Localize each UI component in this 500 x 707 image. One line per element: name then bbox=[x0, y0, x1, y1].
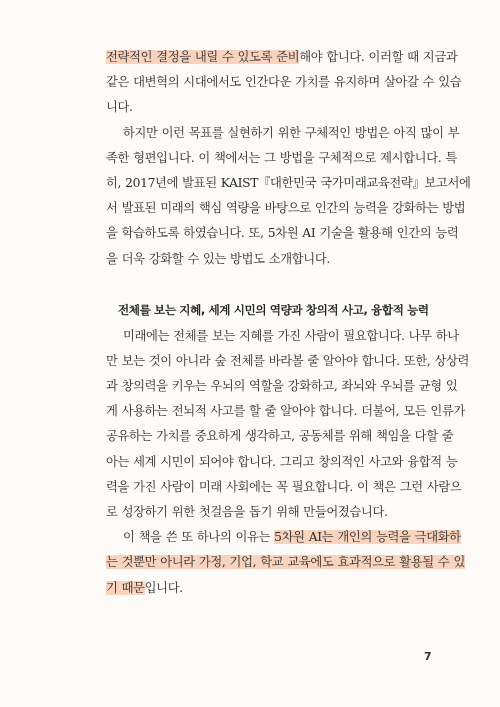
text-line: 과 창의력을 키우는 우뇌의 역할을 강화하고, 좌뇌와 우뇌를 균형 있 bbox=[106, 379, 458, 394]
text-line: 게 사용하는 전뇌적 사고를 할 줄 알아야 합니다. 더불어, 모든 인류가 bbox=[106, 404, 465, 419]
text-line: 력을 가진 사람이 미래 사회에는 꼭 필요합니다. 이 책은 그런 사람으 bbox=[106, 479, 462, 494]
body-text: 이 책을 쓴 또 하나의 이유는 bbox=[123, 530, 275, 545]
section-gap bbox=[106, 272, 436, 296]
highlighted-text: 기 때문 bbox=[106, 580, 145, 595]
body-text: 해야 합니다. 이러할 때 지금과 bbox=[299, 50, 458, 64]
page-number: 7 bbox=[424, 650, 432, 663]
text-line bbox=[106, 550, 465, 575]
text-line bbox=[106, 576, 436, 601]
paragraph-1 bbox=[106, 45, 462, 121]
document-page bbox=[106, 45, 471, 601]
text-line: 을 학습하도록 하였습니다. 또, 5차원 AI 기술을 활용해 인간의 능력 bbox=[106, 226, 459, 241]
text-line: 아는 세계 시민이 되어야 합니다. 그리고 창의적인 사고와 융합적 능 bbox=[106, 454, 458, 469]
text-line bbox=[106, 45, 458, 70]
text-line: 만 보는 것이 아니라 숲 전체를 바라볼 줄 알아야 합니다. 또한, 상상력 bbox=[106, 353, 470, 368]
paragraph-2 bbox=[106, 121, 471, 272]
text-line: 족한 형편입니다. 이 책에서는 그 방법을 구체적으로 제시합니다. 특 bbox=[106, 150, 457, 165]
text-line: 공유하는 가치를 중요하게 생각하고, 공동체를 위해 책임을 다할 줄 bbox=[106, 429, 454, 444]
text-line bbox=[106, 525, 461, 550]
highlighted-text: 는 것뿐만 아니라 가정, 기업, 학교 교육에도 효과적으로 활용될 수 있 bbox=[106, 555, 465, 570]
text-line: 히, 2017년에 발표된 KAIST『대한민국 국가미래교육전략』보고서에 bbox=[106, 175, 471, 190]
text-line: 하지만 이런 목표를 실현하기 위한 구체적인 방법은 아직 많이 부 bbox=[123, 125, 460, 140]
highlighted-text: 전략적인 결정을 내릴 수 있도록 준비 bbox=[106, 50, 300, 64]
text-line: 을 더욱 강화할 수 있는 방법도 소개합니다. bbox=[106, 251, 330, 266]
highlighted-text: 5차원 AI는 개인의 능력을 극대화하 bbox=[274, 530, 461, 545]
text-line: 로 성장하기 위한 첫걸음을 돕기 위해 만들어졌습니다. bbox=[106, 505, 388, 519]
text-line: 니다. bbox=[106, 100, 133, 115]
body-text: 입니다. bbox=[144, 580, 183, 595]
text-line: 서 발표된 미래의 핵심 역량을 바탕으로 인간의 능력을 강화하는 방법 bbox=[106, 201, 466, 216]
text-line: 미래에는 전체를 보는 지혜를 가진 사람이 필요합니다. 나무 하나 bbox=[123, 328, 459, 343]
paragraph-3 bbox=[106, 324, 470, 526]
text-line: 같은 대변혁의 시대에서도 인간다운 가치를 유지하며 살아갈 수 있습 bbox=[106, 75, 462, 90]
section-heading: 전체를 보는 지혜, 세계 시민의 역량과 창의적 사고, 융합적 능력 bbox=[118, 302, 429, 317]
paragraph-4 bbox=[106, 525, 465, 601]
